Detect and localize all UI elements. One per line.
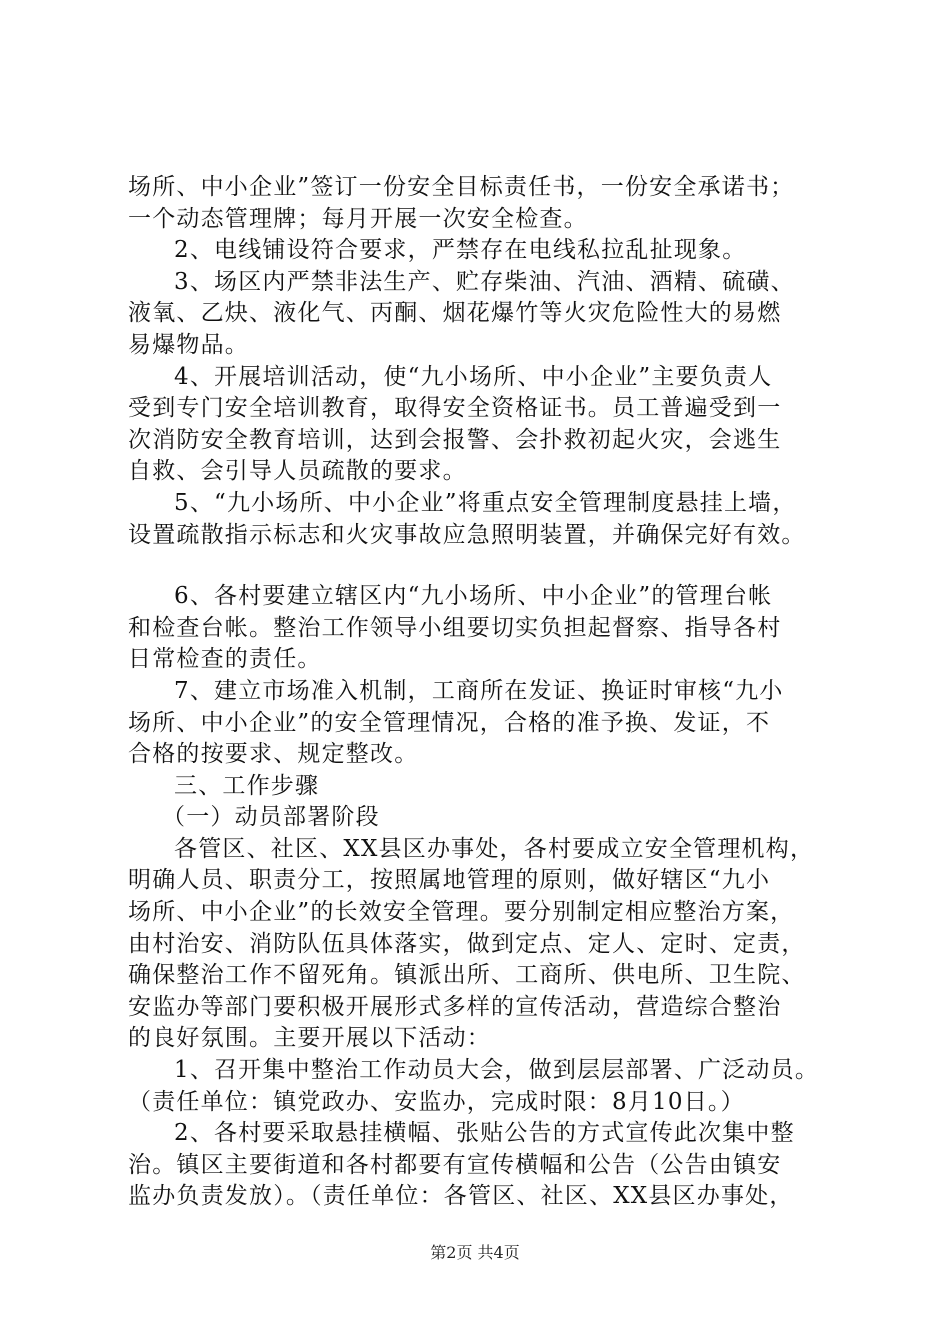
text-line: 液氧、乙炔、液化气、丙酮、烟花爆竹等火灾危险性大的易燃 xyxy=(128,300,782,327)
paragraph-gap xyxy=(128,551,858,581)
text-line: 2、电线铺设符合要求，严禁存在电线私拉乱扯现象。 xyxy=(174,237,747,264)
text-line: 3、场区内严禁非法生产、贮存柴油、汽油、酒精、硫磺、 xyxy=(174,268,795,295)
text-line: 场所、中小企业”的长效安全管理。要分别制定相应整治方案， xyxy=(128,899,795,926)
text-line: 确保整治工作不留死角。镇派出所、工商所、供电所、卫生院、 xyxy=(128,962,806,989)
text-line: 1、召开集中整治工作动员大会，做到层层部署、广泛动员。 xyxy=(174,1057,820,1084)
text-line: 2、各村要采取悬挂横幅、张贴公告的方式宣传此次集中整 xyxy=(174,1120,795,1147)
text-line: 各管区、社区、XX县区办事处，各村要成立安全管理机构， xyxy=(174,835,815,862)
text-line: 受到专门安全培训教育，取得安全资格证书。员工普遍受到一 xyxy=(128,395,782,422)
text-line: 监办负责发放）。（责任单位：各管区、社区、XX县区办事处， xyxy=(128,1183,794,1210)
text-line: 日常检查的责任。 xyxy=(128,646,322,673)
text-line: 7、建立市场准入机制，工商所在发证、换证时审核“九小 xyxy=(174,677,784,704)
text-line: 4、开展培训活动，使“九小场所、中小企业”主要负责人 xyxy=(174,363,773,390)
text-line: 5、“九小场所、中小企业”将重点安全管理制度悬挂上墙， xyxy=(174,489,797,516)
text-line: 自救、会引导人员疏散的要求。 xyxy=(128,458,467,485)
text-line: 由村治安、消防队伍具体落实，做到定点、定人、定时、定责， xyxy=(128,930,806,957)
text-line: 安监办等部门要积极开展形式多样的宣传活动，营造综合整治 xyxy=(128,993,782,1020)
text-line: 易爆物品。 xyxy=(128,331,249,358)
text-line: 场所、中小企业”签订一份安全目标责任书，一份安全承诺书； xyxy=(128,174,795,200)
section-heading: 三、工作步骤 xyxy=(174,772,320,799)
text-line: 6、各村要建立辖区内“九小场所、中小企业”的管理台帐 xyxy=(174,583,773,610)
text-line: 场所、中小企业”的安全管理情况，合格的准予换、发证，不 xyxy=(128,709,771,736)
text-line: 的良好氛围。主要开展以下活动： xyxy=(128,1025,491,1052)
text-line: （责任单位：镇党政办、安监办，完成时限：8月10日。） xyxy=(128,1088,745,1115)
document-body xyxy=(128,172,858,1213)
text-line: 一个动态管理牌；每月开展一次安全检查。 xyxy=(128,205,588,232)
text-line: 明确人员、职责分工，按照属地管理的原则，做好辖区“九小 xyxy=(128,867,771,894)
text-line: 次消防安全教育培训，达到会报警、会扑救初起火灾，会逃生 xyxy=(128,426,782,453)
subsection-heading: （一）动员部署阶段 xyxy=(162,804,380,831)
text-line: 合格的按要求、规定整改。 xyxy=(128,741,419,768)
text-line: 设置疏散指示标志和火灾事故应急照明装置，并确保完好有效。 xyxy=(128,521,806,548)
page-number-footer: 第2页 共4页 xyxy=(430,1243,520,1262)
text-line: 治。镇区主要街道和各村都要有宣传横幅和公告（公告由镇安 xyxy=(128,1151,782,1178)
text-line: 和检查台帐。整治工作领导小组要切实负担起督察、指导各村 xyxy=(128,614,782,641)
